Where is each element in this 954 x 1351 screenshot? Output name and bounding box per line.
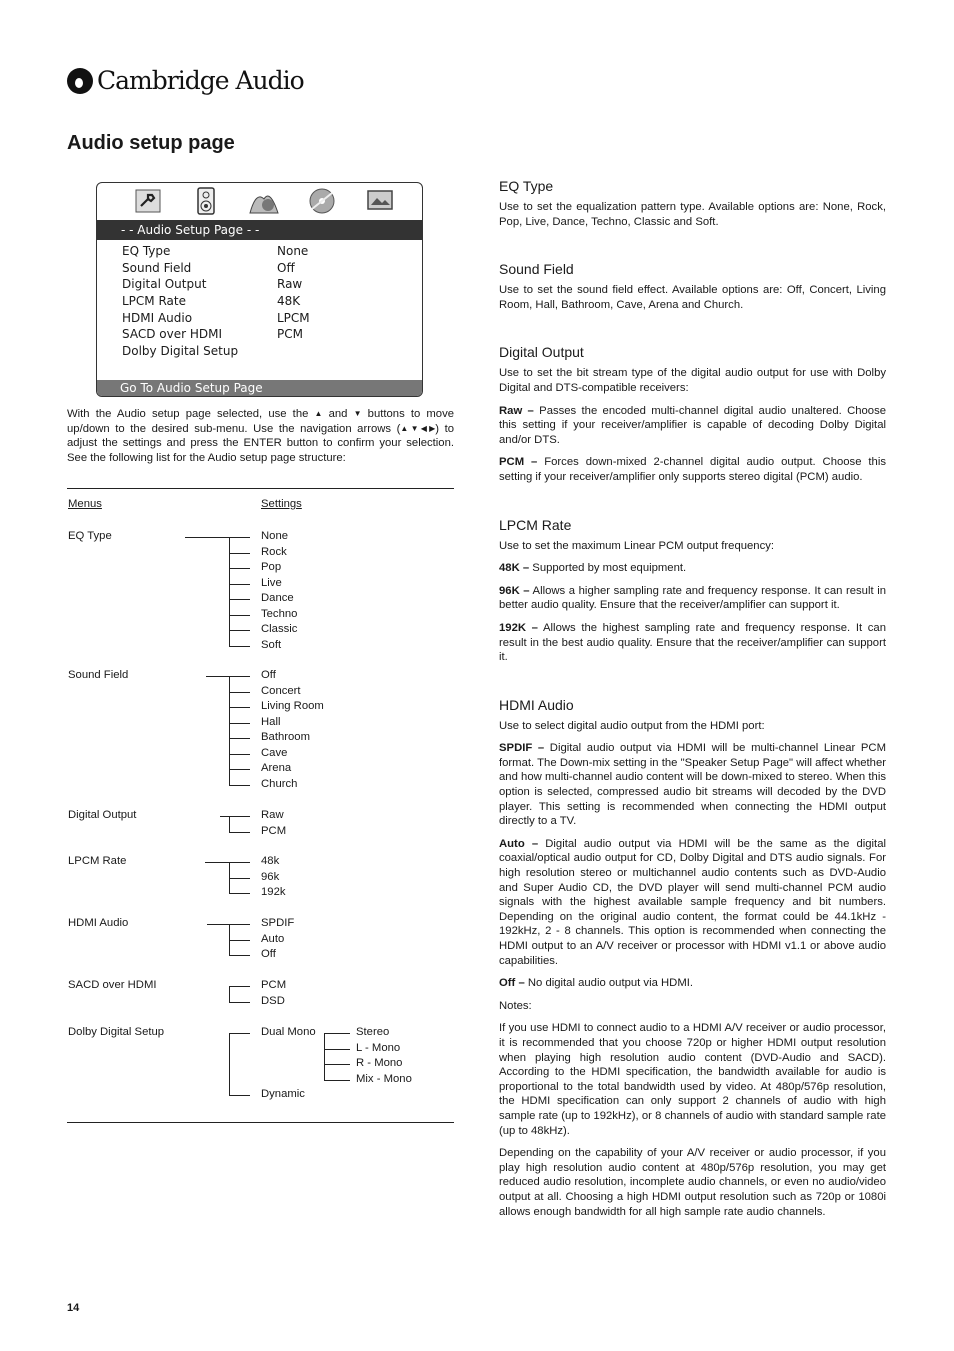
option-pcm <box>499 455 886 484</box>
tree-branch <box>229 707 250 708</box>
tree-branch <box>229 723 250 724</box>
brand-name: Cambridge Audio <box>97 66 304 95</box>
tree-setting-label: Off <box>261 669 276 681</box>
tree-setting-label: Soft <box>261 638 282 651</box>
tree-setting-label: Dual Mono <box>261 1026 316 1038</box>
section-eq-type <box>499 178 886 229</box>
tree-subsetting-label: R - Mono <box>356 1057 403 1069</box>
tree-branch <box>229 785 250 786</box>
tree-setting-label: Pop <box>261 561 282 573</box>
note-paragraph: Depending on the capability of your A/V receiver or audio processor, if you play high resolution audio content at 480p/576p resolution, you may get reduced audio resolution, incomplete audio channels, or even no audio/video output at all. Choosing a high HDMI output resolution such as 720p or 1080i allows enough bandwidth for all high sample rate audio channels. <box>499 1147 886 1218</box>
osd-row <box>122 326 310 343</box>
osd-icon-bar <box>97 183 422 219</box>
section-text: Use to set the maximum Linear PCM output frequency: <box>499 539 775 552</box>
tree-top-rule <box>67 488 454 489</box>
section-text: Use to set the equalization pattern type. Available options are: None, Rock, Pop, Live, Dance, Techno, Classic and Soft. <box>499 201 886 228</box>
tree-setting-label: Bathroom <box>261 731 310 743</box>
osd-row <box>122 293 310 310</box>
intro-text: buttons to move up/down to the desired sub-menu. Use the navigation arrows ( <box>67 408 455 435</box>
tree-subsetting-label: L - Mono <box>356 1041 401 1054</box>
tree-setting-label: Rock <box>261 545 287 558</box>
intro-text: and <box>328 408 348 420</box>
tree-branch <box>229 646 250 647</box>
osd-row-label: Sound Field <box>122 260 192 275</box>
up-arrow-icon: ▲ <box>314 409 323 418</box>
note-paragraph: If you use HDMI to connect audio to a HDMI A/V receiver or audio processor, it is recommended that you choose 720p or higher HDMI output resolution when playing high resolution audio content (DVD-Audio and SACD). According to the HDMI specification, the bandwidth available for audio is proportional to the total bandwidth used by video. At 480p/576p resolution, the HDMI specification can only support 2 channels of audio with high sample rate (up to 192kHz), or 8 channels of audio with standard sample rate (up to 48kHz). <box>499 1022 886 1137</box>
down-arrow-icon: ▼ <box>353 409 362 418</box>
tree-sub-branch <box>324 1049 350 1050</box>
tree-branch <box>229 878 250 879</box>
option-text: Digital audio output via HDMI will be the same as the digital coaxial/optical audio output for CD, Dolby Digital and DTS audio signals. For high resolution stereo or multichannel audio contents such as DVD-Audio and Super Audio CD, the DVD player will send multi-channel PCM audio signals with the highest available sample frequency and bit numbers. Depending on the original audio content, the format could be 44.1kHz - 192kHz, 2 - 8 channels. This option is recommended when connecting the HDMI output to an A/V receiver or processor with HDMI v1.1 or above audio capabilities. <box>499 837 886 967</box>
tree-branch <box>229 553 250 554</box>
osd-row <box>122 276 310 293</box>
tree-branch <box>229 832 250 833</box>
tree-connector <box>220 816 229 817</box>
section-heading: EQ Type <box>499 178 554 194</box>
logo-mark-icon <box>67 68 93 94</box>
section-text: Use to set the bit stream type of the digital audio output for use with Dolby Digital and DTS-compatible receivers: <box>499 367 886 394</box>
tree-setting-label: Arena <box>261 762 292 774</box>
tree-setting-label: Off <box>261 948 276 960</box>
osd-row-value: None <box>277 244 309 258</box>
tree-branch <box>229 1033 250 1034</box>
section-text: Use to set the sound field effect. Available options are: Off, Concert, Living Room, Hall, Bathroom, Cave, Arena and Church. <box>499 284 886 311</box>
osd-menu <box>122 243 310 360</box>
tree-branch <box>229 940 250 941</box>
option-key: Raw – <box>499 404 534 417</box>
tree-setting-label: 48k <box>261 855 280 867</box>
tree-branch <box>229 816 250 817</box>
option-text: Supported by most equipment. <box>529 562 687 575</box>
option-48k <box>499 561 886 576</box>
tree-menu-label: Dolby Digital Setup <box>68 1026 165 1038</box>
osd-row-value: Raw <box>277 277 303 292</box>
audio-wave-icon <box>246 187 282 215</box>
tree-branch <box>229 676 250 677</box>
tree-branch <box>229 615 250 616</box>
page-title: Audio setup page <box>67 132 235 154</box>
section-hdmi-audio <box>499 697 886 1219</box>
wrench-icon <box>130 187 166 215</box>
tree-branch <box>229 1002 250 1003</box>
tree-sub-branch <box>324 1033 350 1034</box>
osd-row <box>122 243 310 260</box>
option-spdif <box>499 741 886 829</box>
tree-setting-label: Dance <box>261 592 294 604</box>
tree-connector <box>185 537 229 538</box>
section-heading: Sound Field <box>499 261 574 278</box>
section-sound-field <box>499 261 886 312</box>
tree-subsetting-label: Mix - Mono <box>356 1072 412 1085</box>
section-heading: LPCM Rate <box>499 516 572 533</box>
section-text: Use to select digital audio output from the HDMI port: <box>499 719 765 732</box>
tree-branch <box>229 893 250 894</box>
osd-row-value: 48K <box>277 294 301 309</box>
tree-bus <box>229 816 230 833</box>
option-text: Digital audio output via HDMI will be multi-channel Linear PCM format. The Down-mix setting in the "Speaker Setup Page" will affect whether and how multi-channel audio content will be down-mixed to stereo. When this option is selected, compressed audio bit streams will decoded by the DVD player. This setting is recommended when connecting the HDMI output directly to a TV. <box>499 742 886 828</box>
intro-paragraph <box>67 407 454 465</box>
section-heading: Digital Output <box>499 344 584 361</box>
tree-branch <box>229 986 250 987</box>
option-key: SPDIF – <box>499 742 545 755</box>
tree-branch <box>229 769 250 770</box>
nav-arrows-icon: ▲ ▼ ◀ ▶ <box>400 423 436 433</box>
picture-icon <box>362 187 398 215</box>
tree-branch <box>229 754 250 755</box>
notes-label: Notes: <box>499 999 532 1012</box>
tree-setting-label: Auto <box>261 932 285 945</box>
option-off <box>499 976 886 991</box>
osd-row-value: PCM <box>277 327 303 342</box>
tree-setting-label: SPDIF <box>261 917 295 929</box>
osd-row <box>122 260 310 277</box>
page-number: 14 <box>67 1302 80 1314</box>
osd-row-value: LPCM <box>277 310 310 325</box>
tree-branch <box>229 862 250 863</box>
option-key: Off – <box>499 977 525 990</box>
menus-header: Menus <box>68 498 102 510</box>
osd-row <box>122 343 310 360</box>
osd-row <box>122 310 310 327</box>
option-key: 96K – <box>499 584 530 597</box>
osd-footer: Go To Audio Setup Page <box>97 380 422 396</box>
tree-setting-label: Living Room <box>261 700 324 712</box>
option-192k <box>499 621 886 665</box>
tree-menu-label: LPCM Rate <box>68 855 127 867</box>
tree-setting-label: Techno <box>261 607 298 620</box>
right-column <box>499 178 886 1227</box>
option-96k <box>499 584 886 613</box>
tree-setting-label: 96k <box>261 870 280 883</box>
osd-row-value: Off <box>277 260 295 275</box>
tree-connector <box>207 924 229 925</box>
tree-menu-label: SACD over HDMI <box>68 979 157 991</box>
tree-branch <box>229 599 250 600</box>
option-raw <box>499 404 886 448</box>
osd-row-label: Dolby Digital Setup <box>122 344 239 359</box>
tree-setting-label: DSD <box>261 994 285 1007</box>
tree-subsetting-label: Stereo <box>356 1026 390 1038</box>
section-heading: HDMI Audio <box>499 696 574 713</box>
tree-branch <box>229 584 250 585</box>
osd-row-label: LPCM Rate <box>122 294 186 309</box>
brand-logo <box>67 66 304 95</box>
tree-sub-branch <box>324 1064 350 1065</box>
option-text: Passes the encoded multi-channel digital audio unaltered. Choose this setting if your receiver/amplifier is capable of decoding Dolby Digital and/or DTS. <box>499 404 887 446</box>
intro-text: ) to adjust the settings and press the ENTER button to confirm your selection. See the following list for the Audio setup page structure: <box>67 422 454 464</box>
option-text: No digital audio output via HDMI. <box>524 977 694 990</box>
osd-row-label: HDMI Audio <box>122 310 193 325</box>
tree-setting-label: Raw <box>261 809 284 821</box>
osd-screen <box>96 182 423 397</box>
tree-branch <box>229 924 250 925</box>
tree-branch <box>229 692 250 693</box>
tree-setting-label: Live <box>261 576 282 589</box>
tree-bus <box>229 986 230 1003</box>
tree-setting-label: None <box>261 530 289 542</box>
tree-setting-label: 192k <box>261 886 286 898</box>
tree-setting-label: PCM <box>261 824 287 837</box>
tree-branch <box>229 568 250 569</box>
intro-text: With the Audio setup page selected, use the <box>67 408 309 420</box>
tree-bus <box>229 1033 230 1096</box>
tree-setting-label: Hall <box>261 715 281 728</box>
section-lpcm-rate <box>499 517 886 665</box>
tree-connector <box>205 862 229 863</box>
disc-icon <box>304 187 340 215</box>
tree-branch <box>229 630 250 631</box>
tree-connector <box>206 676 229 677</box>
tree-setting-label: Dynamic <box>261 1088 305 1100</box>
tree-sub-bus <box>324 1033 325 1081</box>
option-auto <box>499 837 886 968</box>
tree-branch <box>229 955 250 956</box>
tree-setting-label: Concert <box>261 684 301 697</box>
option-text: Allows a higher sampling rate and frequency response. It can result in better audio quality. Ensure that the receiver/amplifier can support it. <box>499 584 886 612</box>
tree-branch <box>229 537 250 538</box>
tree-bottom-rule <box>67 1122 454 1123</box>
tree-setting-label: Church <box>261 777 298 790</box>
tree-menu-label: Digital Output <box>68 809 137 821</box>
tree-menu-label: Sound Field <box>68 669 129 681</box>
tree-menu-label: HDMI Audio <box>68 917 129 929</box>
tree-menu-label: EQ Type <box>68 530 112 542</box>
tree-setting-label: Cave <box>261 746 288 759</box>
option-key: 192K – <box>499 621 538 634</box>
osd-row-label: SACD over HDMI <box>122 327 223 342</box>
osd-header: - - Audio Setup Page - - <box>97 220 422 240</box>
option-text: Forces down-mixed 2-channel digital audio output. Choose this setting if your receiver/amplifier only supports stereo digital (PCM) audio. <box>499 456 886 483</box>
option-text: Allows the highest sampling rate and frequency response. It can result in the best audio quality. Ensure that the receiver/amplifier can support it. <box>499 621 887 664</box>
tree-branch <box>229 738 250 739</box>
osd-row-label: Digital Output <box>122 277 207 292</box>
settings-header: Settings <box>261 498 302 510</box>
option-key: 48K – <box>499 562 530 575</box>
section-digital-output <box>499 344 886 484</box>
speaker-icon <box>188 187 224 215</box>
tree-branch <box>229 1095 250 1096</box>
tree-setting-label: PCM <box>261 979 287 991</box>
option-key: Auto – <box>499 837 539 850</box>
tree-setting-label: Classic <box>261 623 298 635</box>
tree-sub-branch <box>324 1080 350 1081</box>
osd-row-label: EQ Type <box>122 244 171 258</box>
option-key: PCM – <box>499 456 538 469</box>
